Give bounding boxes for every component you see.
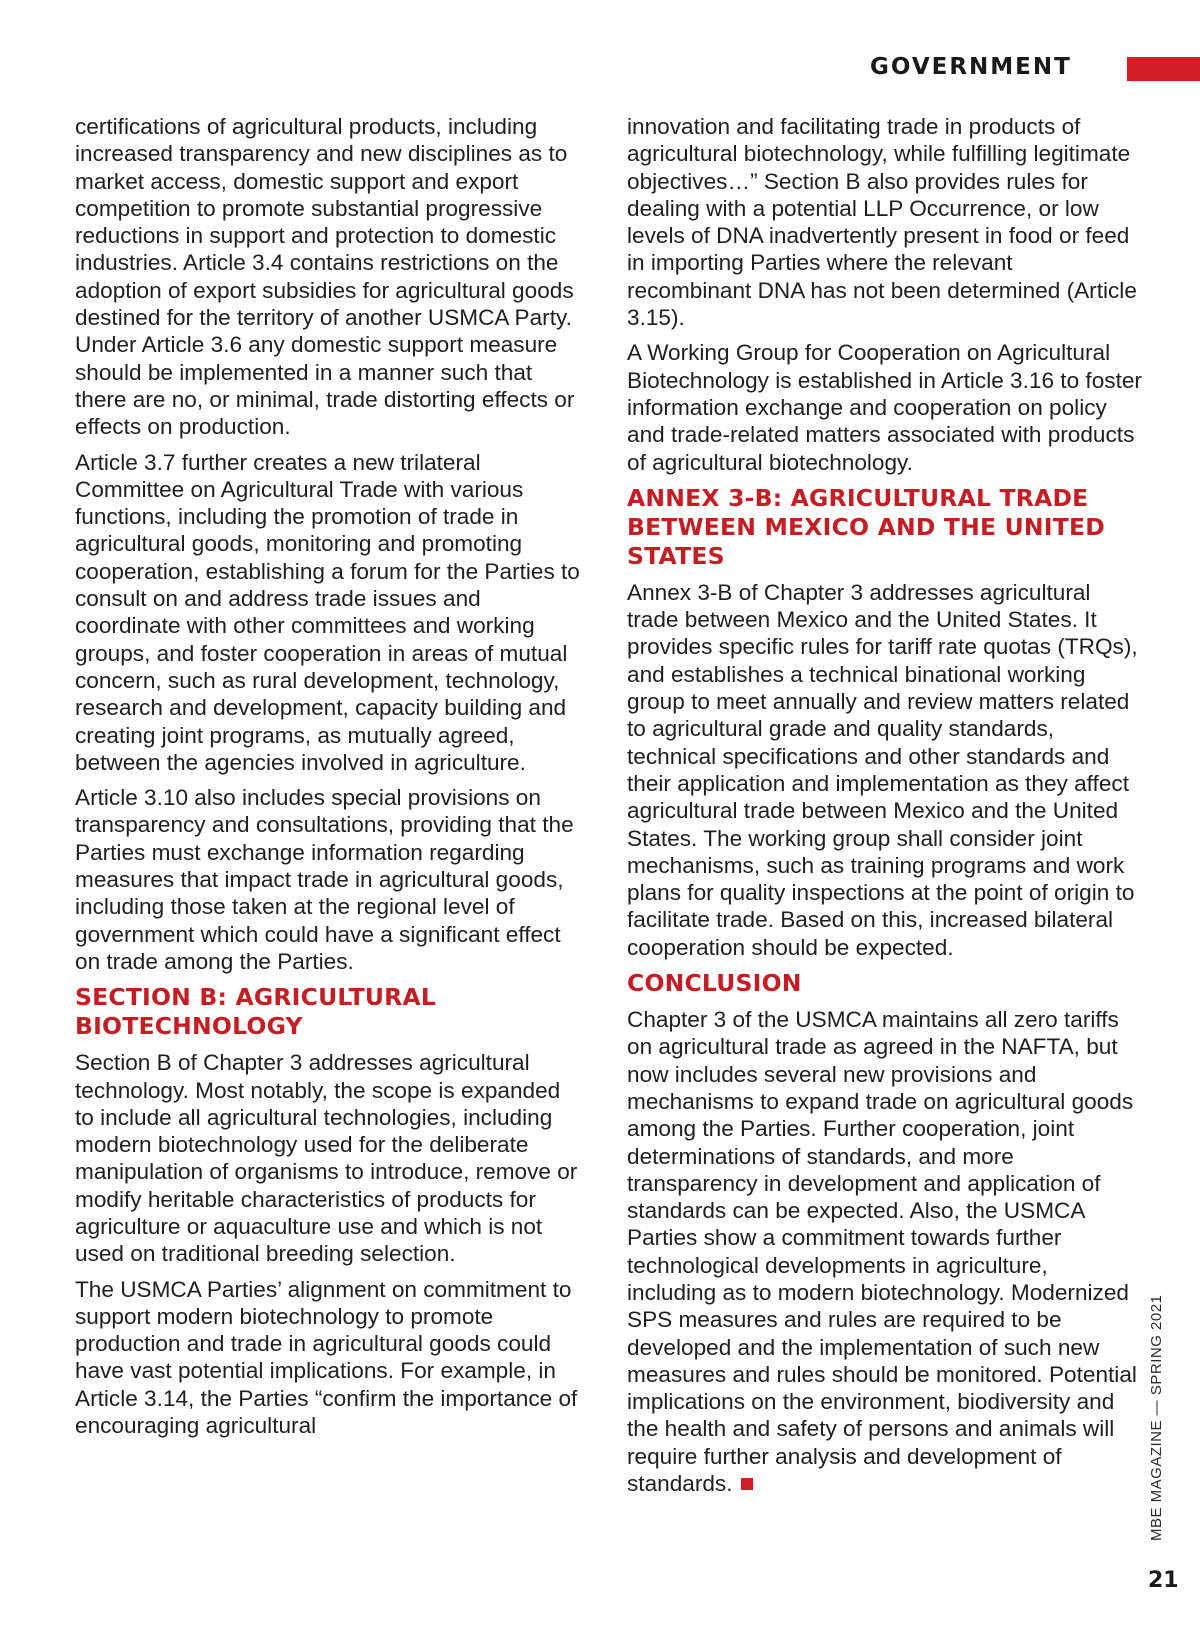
body-paragraph: A Working Group for Cooperation on Agricultural Biotechnology is established in Article 3.16 to foster information exchange and cooperation on policy and trade-related matters associated with products of agricultural biotechnology.: [627, 340, 1142, 475]
body-paragraph: Article 3.7 further creates a new trilateral Committee on Agricultural Trade with various functions, including the promotion of trade in agricultural goods, monitoring and promoting cooperation, establishing a forum for the Parties to consult on and address trade issues and coordinate with other committees and working groups, and foster cooperation in areas of mutual concern, such as rural development, technology, research and development, capacity building and creating joint programs, as mutually agreed, between the agencies involved in agriculture.: [75, 449, 580, 775]
section-b-heading: SECTION B: AGRICULTURAL BIOTECHNOLOGY: [75, 983, 437, 1041]
publication-footer: MBE MAGAZINE — SPRING 2021: [1148, 1294, 1165, 1541]
conclusion-text: Chapter 3 of the USMCA maintains all zero tariffs on agricultural trade as agreed in the NAFTA, but now includes several new provisions and mechanisms to expand trade on agricultural goods among the Parties. Further cooperation, joint determinations of standards, and more transparency in development and application of standards can be expected. Also, the USMCA Parties show a commitment towards further technological developments in agriculture, including as to modern biotechnology. Modernized SPS measures and rules are required to be developed and the implementation of such new measures and rules should be monitored. Potential implications on the environment, biodiversity and the health and safety of persons and animals will require further analysis and development of standards.: [627, 1007, 1137, 1497]
body-paragraph: Annex 3-B of Chapter 3 addresses agricultural trade between Mexico and the United States. It provides specific rules for tariff rate quotas (TRQs), and establishes a technical binational working group to meet annually and review matters related to agricultural grade and quality standards, technical specifications and other standards and their application and implementation as they affect agricultural trade between Mexico and the United States. The working group shall consider joint mechanisms, such as training programs and work plans for quality inspections at the point of origin to facilitate trade. Based on this, increased bilateral cooperation should be expected.: [627, 579, 1138, 960]
conclusion-paragraph: [627, 1006, 1142, 1497]
conclusion-heading: CONCLUSION: [627, 969, 802, 998]
page-number: 21: [1148, 1568, 1179, 1593]
left-column: [75, 113, 585, 1447]
annex-heading: ANNEX 3-B: AGRICULTURAL TRADE BETWEEN MEXICO AND THE UNITED STATES: [627, 483, 1105, 570]
body-paragraph: The USMCA Parties’ alignment on commitment to support modern biotechnology to promote production and trade in agricultural goods could have vast potential implications. For example, in Article 3.14, the Parties “confirm the importance of encouraging agricultural: [75, 1276, 578, 1439]
section-accent-bar: [1127, 57, 1200, 81]
section-label: GOVERNMENT: [870, 54, 1072, 80]
body-paragraph: innovation and facilitating trade in products of agricultural biotechnology, while fulfilling legitimate objectives…” Section B also provides rules for dealing with a potential LLP Occurrence, or low levels of DNA inadvertently present in food or feed in importing Parties where the relevant recombinant DNA has not been determined (Article 3.15).: [627, 114, 1137, 331]
right-column: [627, 113, 1142, 1505]
end-of-article-mark: [741, 1478, 753, 1490]
body-paragraph: Section B of Chapter 3 addresses agricultural technology. Most notably, the scope is expanded to include all agricultural technologies, including modern biotechnology used for the deliberate manipulation of organisms to introduce, remove or modify heritable characteristics of products for agriculture or aquaculture use and which is not used on traditional breeding selection.: [75, 1050, 578, 1267]
body-paragraph: certifications of agricultural products, including increased transparency and new disciplines as to market access, domestic support and export competition to promote substantial progressive reductions in support and protection to domestic industries. Article 3.4 contains restrictions on the adoption of export subsidies for agricultural goods destined for the territory of another USMCA Party. Under Article 3.6 any domestic support measure should be implemented in a manner such that there are no, or minimal, trade distorting effects or effects on production.: [75, 114, 575, 440]
body-paragraph: Article 3.10 also includes special provisions on transparency and consultations, providing that the Parties must exchange information regarding measures that impact trade in agricultural goods, including those taken at the regional level of government which could have a significant effect on trade among the Parties.: [75, 785, 574, 974]
